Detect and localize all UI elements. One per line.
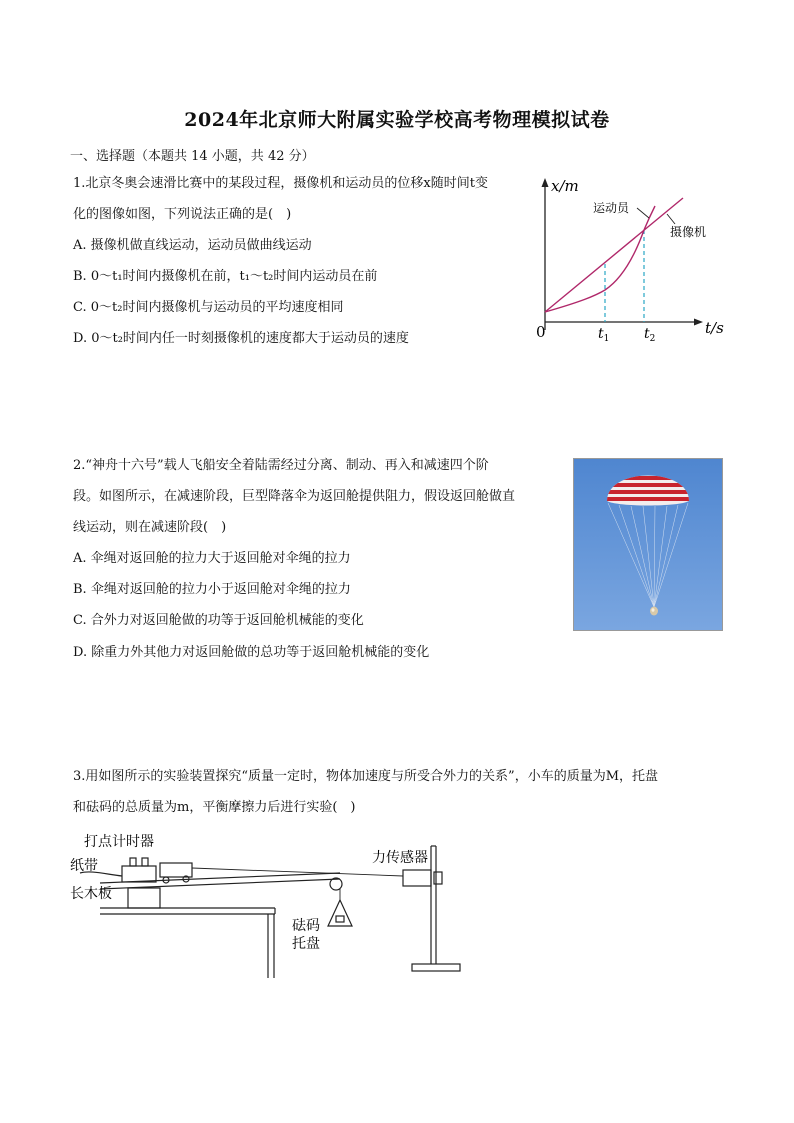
q2-option-d[interactable]: D. 除重力外其他力对返回舱做的总功等于返回舱机械能的变化 — [73, 645, 430, 660]
q2-option-c[interactable]: C. 合外力对返回舱做的功等于返回舱机械能的变化 — [73, 613, 364, 628]
camera-leader — [667, 214, 675, 224]
q1-option-b[interactable]: B. 0～t₁时间内摄像机在前，t₁～t₂时间内运动员在前 — [73, 269, 378, 284]
q2-stem-line-3: 线运动，则在减速阶段( ) — [73, 520, 227, 535]
q1-stem-line-1: 1.北京冬奥会速滑比赛中的某段过程，摄像机和运动员的位移x随时间t变 — [73, 176, 488, 191]
t1-label: $t_1$ — [598, 326, 610, 344]
camera-label: 摄像机 — [670, 225, 707, 239]
q2-option-a[interactable]: A. 伞绳对返回舱的拉力大于返回舱对伞绳的拉力 — [73, 551, 351, 566]
timer — [122, 866, 156, 882]
timer-label: 打点计时器 — [84, 834, 154, 850]
athlete-label: 运动员 — [593, 201, 630, 215]
q1-option-d[interactable]: D. 0～t₂时间内任一时刻摄像机的速度都大于运动员的速度 — [73, 331, 409, 346]
force-sensor — [403, 870, 431, 886]
stand-base — [412, 964, 460, 971]
camera-line — [545, 198, 683, 312]
q1-option-a[interactable]: A. 摄像机做直线运动，运动员做曲线运动 — [73, 238, 312, 253]
y-axis-arrow — [542, 178, 549, 187]
x-axis-label: t/s — [705, 319, 724, 337]
sensor-label: 力传感器 — [372, 850, 428, 866]
cart — [160, 863, 192, 877]
q1-xt-graph — [525, 170, 730, 350]
page-title: 2024年北京师大附属实验学校高考物理模拟试卷 — [184, 109, 610, 131]
q3-stem-line-1: 3.用如图所示的实验装置探究“质量一定时，物体加速度与所受合外力的关系”，小车的质量为M，托盘 — [73, 769, 659, 784]
q3-experiment-diagram — [60, 828, 480, 988]
q1-option-c[interactable]: C. 0～t₂时间内摄像机与运动员的平均速度相同 — [73, 300, 344, 315]
section-heading: 一、选择题（本题共 14 小题，共 42 分） — [70, 149, 315, 164]
weights-label: 砝码 — [292, 918, 320, 934]
athlete-curve — [545, 206, 655, 312]
board-label: 长木板 — [70, 886, 112, 902]
t2-label: $t_2$ — [644, 326, 656, 344]
tray-label: 托盘 — [292, 936, 320, 952]
q2-option-b[interactable]: B. 伞绳对返回舱的拉力小于返回舱对伞绳的拉力 — [73, 582, 351, 597]
x-axis-arrow — [694, 319, 703, 326]
y-axis-label: x/m — [551, 177, 579, 195]
athlete-leader — [637, 208, 649, 218]
parachute-photo — [573, 458, 723, 631]
origin-label: 0 — [536, 323, 546, 341]
q2-stem-line-2: 段。如图所示，在减速阶段，巨型降落伞为返回舱提供阻力，假设返回舱做直 — [73, 489, 516, 504]
support-block — [128, 888, 160, 908]
q3-stem-line-2: 和砝码的总质量为m，平衡摩擦力后进行实验( ) — [73, 800, 356, 815]
q1-stem-line-2: 化的图像如图，下列说法正确的是( ) — [73, 207, 292, 222]
q2-stem-line-1: 2.“神舟十六号”载人飞船安全着陆需经过分离、制动、再入和减速四个阶 — [73, 458, 489, 473]
tape-label: 纸带 — [70, 858, 98, 874]
